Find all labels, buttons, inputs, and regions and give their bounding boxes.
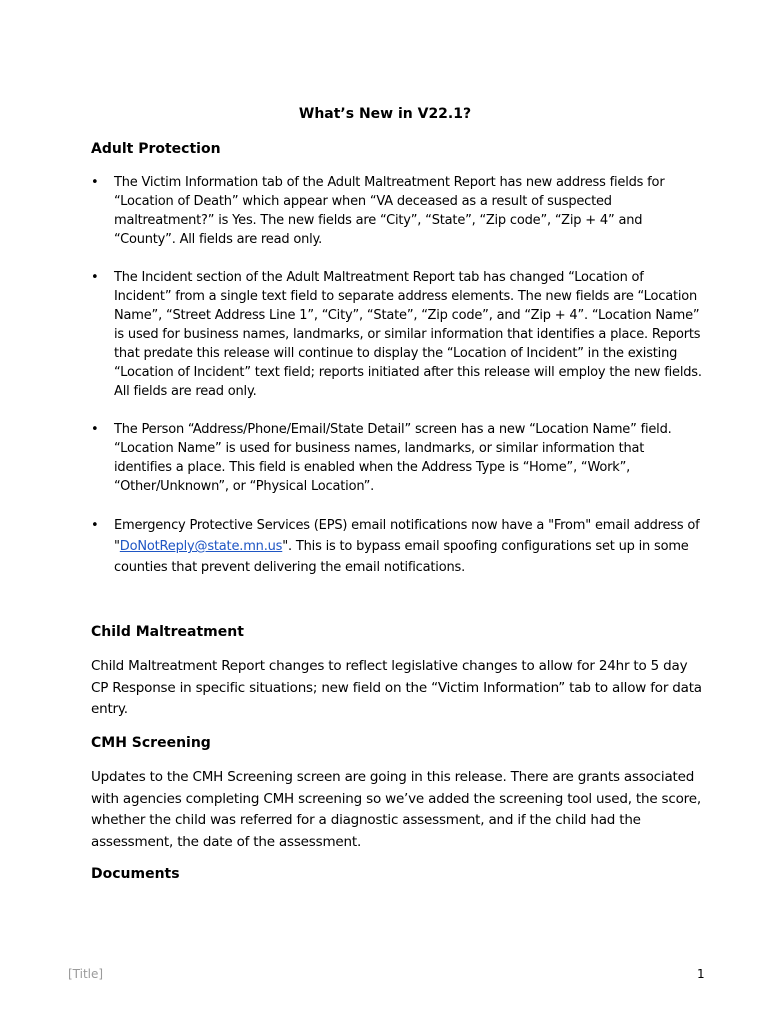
page-number: 1 <box>697 967 705 981</box>
bullet-victim-information: • The Victim Information tab of the Adult Maltreatment Report has new address fields for “Location of Death” which appear when “VA deceased as a result of suspected maltreatment?” is Yes. The new fields are “City”, “State”, “Zip code”, “Zip + 4” and “County”. All fields are read only. <box>91 173 703 249</box>
bullet-person-address: • The Person “Address/Phone/Email/State Detail” screen has a new “Location Name” field. “Location Name” is used for business names, landmarks, or similar information that identifies a place. This field is enabled when the Address Type is “Home”, “Work”, “Other/Unknown”, or “Physical Location”. <box>91 420 703 496</box>
eps-text-before: Emergency Protective Services (EPS) email notifications now have a "From" email address of " <box>114 518 700 554</box>
child-maltreatment-body: Child Maltreatment Report changes to reflect legislative changes to allow for 24hr to 5 day CP Response in specific situations; new field on the “Victim Information” tab to allow for data entry. <box>91 658 702 717</box>
section-heading-documents: Documents <box>91 866 180 882</box>
section-heading-child-maltreatment: Child Maltreatment <box>91 624 244 640</box>
page-title: What’s New in V22.1? <box>298 106 472 122</box>
section-heading-adult-protection: Adult Protection <box>91 141 221 157</box>
bullet-eps-email <box>91 515 703 578</box>
email-link[interactable]: DoNotReply@state.mn.us <box>119 539 283 554</box>
eps-text-after: ". This is to bypass email spoofing configurations set up in some counties that prevent delivering the email notifications. <box>114 539 689 575</box>
cmh-screening-body: Updates to the CMH Screening screen are going in this release. There are grants associated with agencies completing CMH screening so we’ve added the screening tool used, the score, whether the child was referred for a diagnostic assessment, and if the child had the assessment, the date of the assessment. <box>91 769 701 850</box>
bullet-incident-section: • The Incident section of the Adult Maltreatment Report tab has changed “Location of Incident” from a single text field to separate address elements. The new fields are “Location Name”, “Street Address Line 1”, “City”, “State”, “Zip code”, and “Zip + 4”. “Location Name” is used for business names, landmarks, or similar information that identifies a place. Reports that predate this release will continue to display the “Location of Incident” in the existing “Location of Incident” text field; reports initiated after this release will employ the new fields. All fields are read only. <box>91 268 703 401</box>
footer-title-placeholder: [Title] <box>68 967 104 981</box>
section-heading-cmh-screening: CMH Screening <box>91 735 211 751</box>
